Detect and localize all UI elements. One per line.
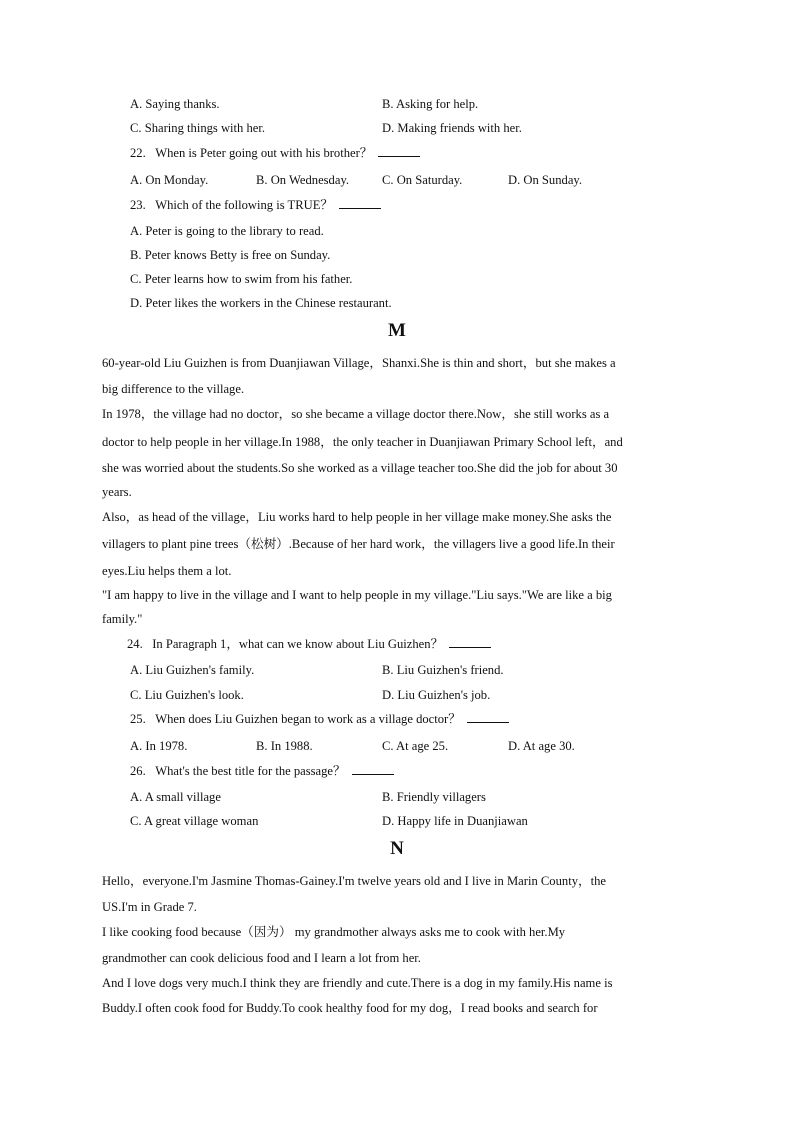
passage-m-line: she was worried about the students.So she worked as a village teacher too.She did the job for about 30: [102, 461, 618, 475]
passage-m-line: doctor to help people in her village.In 1988，the only teacher in Duanjiawan Primary School left，and: [102, 435, 623, 449]
passage-m-line: eyes.Liu helps them a lot.: [102, 564, 232, 578]
q26-option-d[interactable]: D. Happy life in Duanjiawan: [382, 814, 528, 828]
question-26-text: 26. What's the best title for the passage？: [130, 764, 346, 778]
q23-option-d[interactable]: D. Peter likes the workers in the Chinese restaurant.: [130, 296, 392, 310]
q25-option-a[interactable]: A. In 1978.: [130, 739, 188, 753]
passage-m-line: "I am happy to live in the village and I want to help people in my village."Liu says."We are like a big: [102, 588, 612, 602]
answer-blank-23[interactable]: [339, 198, 381, 209]
question-24-text: 24. In Paragraph 1，what can we know about Liu Guizhen？: [127, 637, 444, 651]
q26-option-a[interactable]: A. A small village: [130, 790, 221, 804]
section-n-heading: N: [390, 838, 404, 859]
q25-option-d[interactable]: D. At age 30.: [508, 739, 575, 753]
question-22-text: 22. When is Peter going out with his brother？: [130, 146, 373, 160]
q23-option-a[interactable]: A. Peter is going to the library to read.: [130, 224, 324, 238]
passage-n-line: grandmother can cook delicious food and I learn a lot from her.: [102, 951, 421, 965]
q21-option-c[interactable]: C. Sharing things with her.: [130, 121, 266, 135]
q21-option-a[interactable]: A. Saying thanks.: [130, 97, 220, 111]
q26-option-c[interactable]: C. A great village woman: [130, 814, 259, 828]
passage-n-line: US.I'm in Grade 7.: [102, 900, 197, 914]
question-25: [130, 711, 509, 727]
question-22: [130, 145, 420, 161]
question-26: [130, 763, 394, 779]
answer-blank-25[interactable]: [467, 712, 509, 723]
passage-n-line: Hello，everyone.I'm Jasmine Thomas-Gainey.I'm twelve years old and I live in Marin County，the: [102, 874, 606, 888]
answer-blank-22[interactable]: [378, 146, 420, 157]
passage-m-line: villagers to plant pine trees（松树）.Because of her hard work，the villagers live a good life.In their: [102, 537, 615, 551]
q21-option-b[interactable]: B. Asking for help.: [382, 97, 479, 111]
answer-blank-26[interactable]: [352, 764, 394, 775]
q21-option-d[interactable]: D. Making friends with her.: [382, 121, 522, 135]
q22-option-a[interactable]: A. On Monday.: [130, 173, 209, 187]
q22-option-d[interactable]: D. On Sunday.: [508, 173, 583, 187]
passage-n-line: I like cooking food because（因为） my grandmother always asks me to cook with her.My: [102, 925, 566, 939]
passage-n-line: Buddy.I often cook food for Buddy.To cook healthy food for my dog，I read books and search for: [102, 1001, 598, 1015]
q22-option-c[interactable]: C. On Saturday.: [382, 173, 463, 187]
q22-option-b[interactable]: B. On Wednesday.: [256, 173, 350, 187]
passage-m-line: 60-year-old Liu Guizhen is from Duanjiawan Village，Shanxi.She is thin and short，but she makes a: [102, 356, 616, 370]
passage-n-line: And I love dogs very much.I think they are friendly and cute.There is a dog in my family.His name is: [102, 976, 613, 990]
q24-option-b[interactable]: B. Liu Guizhen's friend.: [382, 663, 504, 677]
q24-option-c[interactable]: C. Liu Guizhen's look.: [130, 688, 244, 702]
section-m-heading: M: [388, 320, 406, 341]
q24-option-a[interactable]: A. Liu Guizhen's family.: [130, 663, 255, 677]
passage-m-line: big difference to the village.: [102, 382, 245, 396]
q24-option-d[interactable]: D. Liu Guizhen's job.: [382, 688, 491, 702]
question-24: [127, 636, 491, 652]
passage-m-line: In 1978，the village had no doctor，so she became a village doctor there.Now，she still works as a: [102, 407, 610, 421]
q23-option-b[interactable]: B. Peter knows Betty is free on Sunday.: [130, 248, 331, 262]
question-23: [130, 197, 381, 213]
passage-m-line: years.: [102, 485, 132, 499]
passage-m-line: family.": [102, 612, 143, 626]
question-23-text: 23. Which of the following is TRUE？: [130, 198, 333, 212]
answer-blank-24[interactable]: [449, 637, 491, 648]
q25-option-c[interactable]: C. At age 25.: [382, 739, 449, 753]
question-25-text: 25. When does Liu Guizhen began to work as a village doctor？: [130, 712, 461, 726]
passage-m-line: Also，as head of the village，Liu works hard to help people in her village make money.She asks the: [102, 510, 612, 524]
q23-option-c[interactable]: C. Peter learns how to swim from his father.: [130, 272, 353, 286]
q26-option-b[interactable]: B. Friendly villagers: [382, 790, 486, 804]
q25-option-b[interactable]: B. In 1988.: [256, 739, 313, 753]
